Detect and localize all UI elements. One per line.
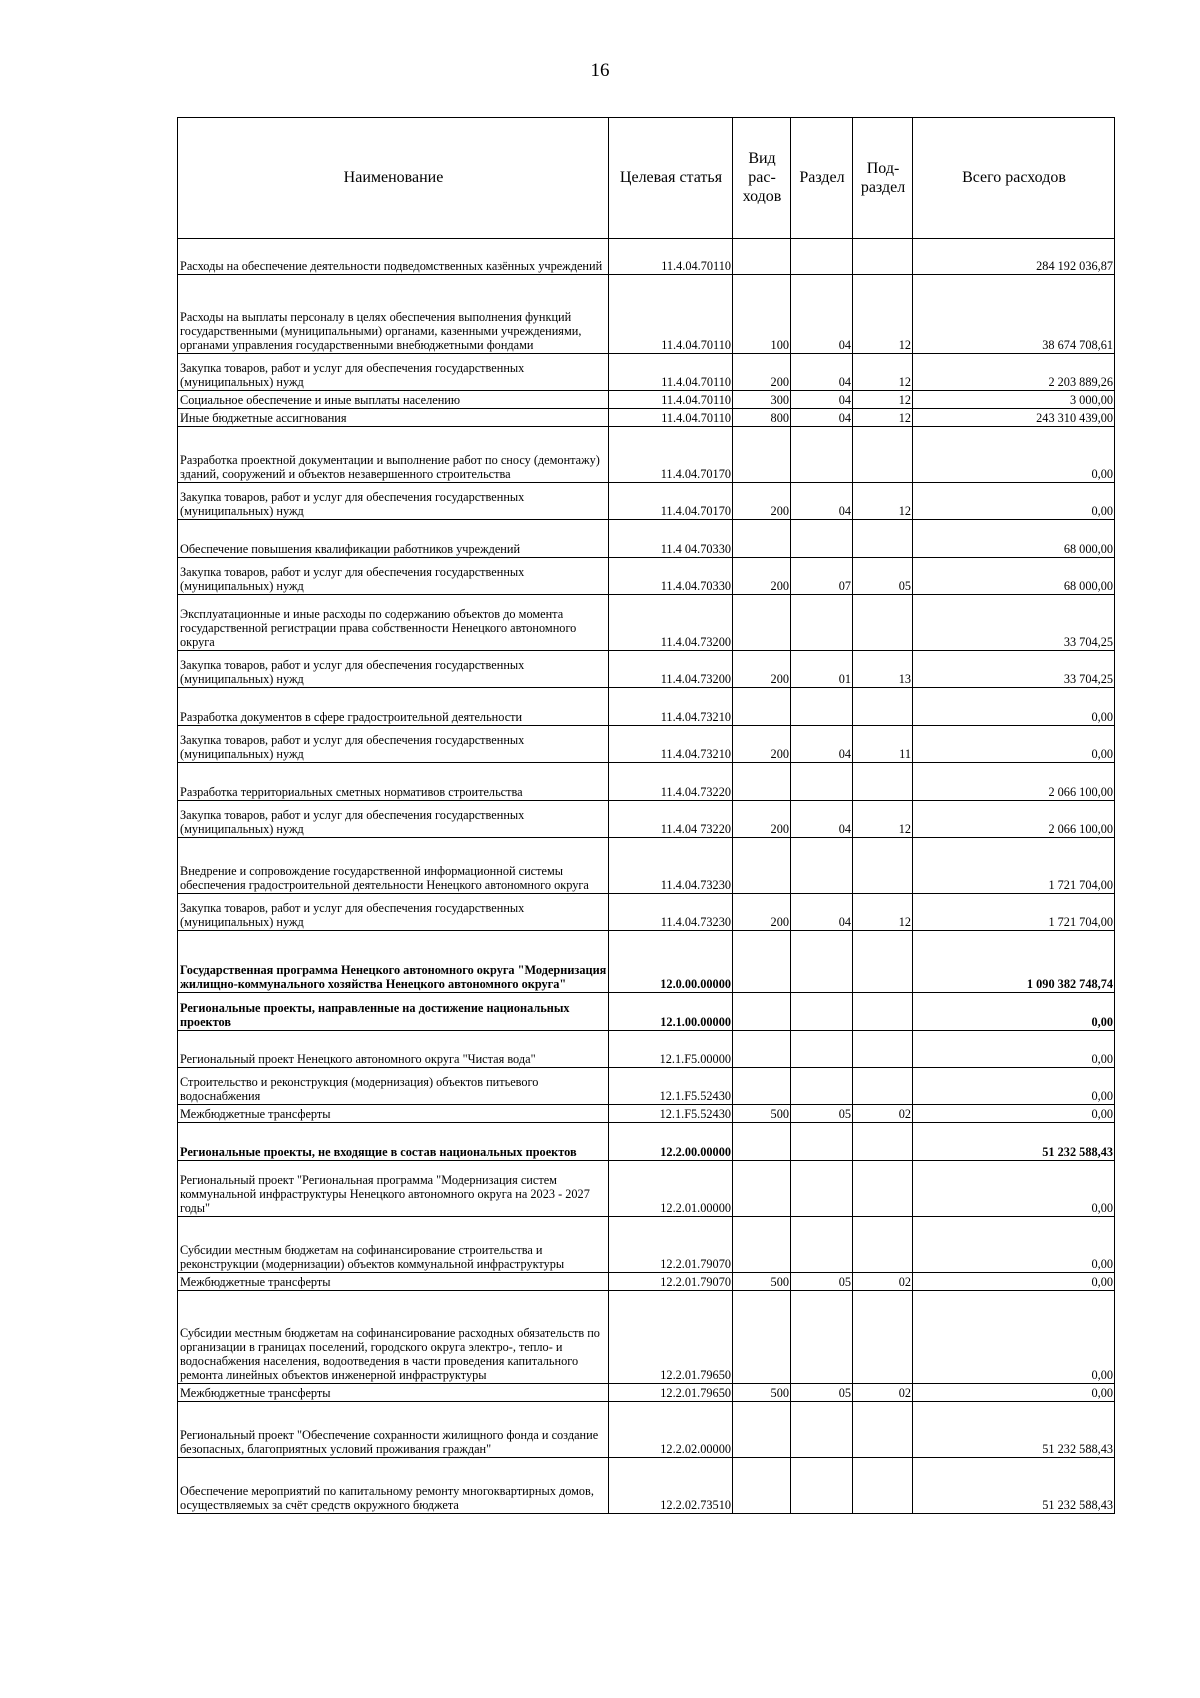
table-row <box>178 993 1115 1031</box>
row-total-cell: 0,00 <box>913 1161 1115 1217</box>
table-row <box>178 354 1115 391</box>
row-total-cell: 3 000,00 <box>913 391 1115 409</box>
row-total-cell: 38 674 708,61 <box>913 275 1115 354</box>
row-razdel-cell <box>791 1068 853 1105</box>
row-code-cell: 11.4.04.73210 <box>609 688 733 726</box>
row-total-cell: 0,00 <box>913 993 1115 1031</box>
row-code-cell: 12.2.01.00000 <box>609 1161 733 1217</box>
row-total-cell: 1 721 704,00 <box>913 894 1115 931</box>
table-row <box>178 520 1115 558</box>
table-row <box>178 391 1115 409</box>
row-total-cell: 0,00 <box>913 1105 1115 1123</box>
table-row <box>178 1031 1115 1068</box>
row-vid-cell <box>733 1217 791 1273</box>
row-code-cell: 11.4.04.70110 <box>609 354 733 391</box>
row-code-cell: 12.2.01.79650 <box>609 1291 733 1384</box>
row-vid-cell <box>733 427 791 483</box>
row-razdel-cell: 05 <box>791 1273 853 1291</box>
row-name-cell: Межбюджетные трансферты <box>178 1384 609 1402</box>
row-name-cell: Региональный проект "Обеспечение сохранности жилищного фонда и создание безопасных, благоприятных условий проживания граждан" <box>178 1402 609 1458</box>
row-razdel-cell <box>791 595 853 651</box>
table-row <box>178 409 1115 427</box>
row-vid-cell: 200 <box>733 726 791 763</box>
header-total: Всего расходов <box>913 118 1115 239</box>
row-podrazdel-cell <box>853 763 913 801</box>
row-code-cell: 12.1.F5.00000 <box>609 1031 733 1068</box>
row-vid-cell: 200 <box>733 894 791 931</box>
row-podrazdel-cell <box>853 1123 913 1161</box>
row-razdel-cell: 04 <box>791 275 853 354</box>
row-vid-cell: 500 <box>733 1105 791 1123</box>
row-code-cell: 11.4.04.73230 <box>609 838 733 894</box>
row-vid-cell <box>733 1291 791 1384</box>
row-razdel-cell: 04 <box>791 894 853 931</box>
row-podrazdel-cell <box>853 1161 913 1217</box>
table-row <box>178 1402 1115 1458</box>
row-razdel-cell <box>791 688 853 726</box>
table-row <box>178 1161 1115 1217</box>
row-name-cell: Закупка товаров, работ и услуг для обеспечения государственных (муниципальных) нужд <box>178 726 609 763</box>
row-total-cell: 0,00 <box>913 1031 1115 1068</box>
table-row <box>178 763 1115 801</box>
row-total-cell: 51 232 588,43 <box>913 1402 1115 1458</box>
table-row <box>178 651 1115 688</box>
table-row <box>178 726 1115 763</box>
header-row <box>178 118 1115 239</box>
row-razdel-cell <box>791 838 853 894</box>
row-code-cell: 11.4.04 73220 <box>609 801 733 838</box>
row-vid-cell: 800 <box>733 409 791 427</box>
row-razdel-cell <box>791 1458 853 1514</box>
table-row <box>178 1068 1115 1105</box>
row-podrazdel-cell: 02 <box>853 1273 913 1291</box>
row-name-cell: Межбюджетные трансферты <box>178 1273 609 1291</box>
row-podrazdel-cell <box>853 427 913 483</box>
row-vid-cell <box>733 239 791 275</box>
header-code: Целевая статья <box>609 118 733 239</box>
row-total-cell: 0,00 <box>913 483 1115 520</box>
header-name: Наименование <box>178 118 609 239</box>
row-vid-cell: 500 <box>733 1273 791 1291</box>
table-row <box>178 1273 1115 1291</box>
row-total-cell: 33 704,25 <box>913 651 1115 688</box>
row-razdel-cell: 04 <box>791 726 853 763</box>
row-podrazdel-cell <box>853 838 913 894</box>
row-vid-cell: 200 <box>733 483 791 520</box>
row-code-cell: 12.2.00.00000 <box>609 1123 733 1161</box>
row-podrazdel-cell: 12 <box>853 275 913 354</box>
row-vid-cell <box>733 595 791 651</box>
row-code-cell: 11.4.04.70330 <box>609 558 733 595</box>
row-total-cell: 51 232 588,43 <box>913 1123 1115 1161</box>
row-podrazdel-cell: 12 <box>853 354 913 391</box>
row-razdel-cell: 04 <box>791 801 853 838</box>
row-razdel-cell <box>791 427 853 483</box>
row-podrazdel-cell <box>853 595 913 651</box>
table-row <box>178 838 1115 894</box>
row-code-cell: 12.2.02.73510 <box>609 1458 733 1514</box>
row-podrazdel-cell <box>853 1402 913 1458</box>
row-vid-cell: 500 <box>733 1384 791 1402</box>
row-code-cell: 11.4.04.73230 <box>609 894 733 931</box>
row-name-cell: Обеспечение повышения квалификации работников учреждений <box>178 520 609 558</box>
table-row <box>178 275 1115 354</box>
row-code-cell: 12.2.01.79070 <box>609 1217 733 1273</box>
row-razdel-cell <box>791 1123 853 1161</box>
table-row <box>178 483 1115 520</box>
row-razdel-cell: 07 <box>791 558 853 595</box>
table-row <box>178 894 1115 931</box>
row-name-cell: Закупка товаров, работ и услуг для обеспечения государственных (муниципальных) нужд <box>178 354 609 391</box>
row-code-cell: 11.4.04.73200 <box>609 595 733 651</box>
row-razdel-cell: 04 <box>791 354 853 391</box>
row-code-cell: 12.2.01.79070 <box>609 1273 733 1291</box>
row-vid-cell: 300 <box>733 391 791 409</box>
row-code-cell: 11.4.04.70110 <box>609 275 733 354</box>
row-total-cell: 0,00 <box>913 1291 1115 1384</box>
row-vid-cell: 200 <box>733 558 791 595</box>
row-name-cell: Расходы на выплаты персоналу в целях обеспечения выполнения функций государственными (муниципальными) органами, казенными учреждениями, органами управления государственными внебюджетными фондами <box>178 275 609 354</box>
row-code-cell: 11.4.04.73220 <box>609 763 733 801</box>
table-row <box>178 1123 1115 1161</box>
row-name-cell: Региональный проект Ненецкого автономного округа "Чистая вода" <box>178 1031 609 1068</box>
row-vid-cell: 200 <box>733 651 791 688</box>
row-podrazdel-cell <box>853 520 913 558</box>
row-podrazdel-cell <box>853 931 913 993</box>
row-code-cell: 11.4 04.70330 <box>609 520 733 558</box>
row-razdel-cell: 04 <box>791 391 853 409</box>
row-total-cell: 0,00 <box>913 1068 1115 1105</box>
row-name-cell: Расходы на обеспечение деятельности подведомственных казённых учреждений <box>178 239 609 275</box>
table-row <box>178 1458 1115 1514</box>
row-total-cell: 68 000,00 <box>913 558 1115 595</box>
row-total-cell: 0,00 <box>913 1273 1115 1291</box>
row-vid-cell <box>733 688 791 726</box>
row-code-cell: 11.4.04.73200 <box>609 651 733 688</box>
row-name-cell: Межбюджетные трансферты <box>178 1105 609 1123</box>
row-podrazdel-cell: 12 <box>853 894 913 931</box>
row-code-cell: 11.4.04.70110 <box>609 391 733 409</box>
row-code-cell: 12.2.01.79650 <box>609 1384 733 1402</box>
row-code-cell: 12.2.02.00000 <box>609 1402 733 1458</box>
row-total-cell: 68 000,00 <box>913 520 1115 558</box>
table-body <box>178 239 1115 1514</box>
row-code-cell: 12.1.F5.52430 <box>609 1105 733 1123</box>
row-name-cell: Эксплуатационные и иные расходы по содержанию объектов до момента государственной регистрации права собственности Ненецкого автономного округа <box>178 595 609 651</box>
row-vid-cell: 100 <box>733 275 791 354</box>
table-row <box>178 801 1115 838</box>
row-vid-cell: 200 <box>733 354 791 391</box>
row-name-cell: Закупка товаров, работ и услуг для обеспечения государственных (муниципальных) нужд <box>178 483 609 520</box>
row-total-cell: 0,00 <box>913 1217 1115 1273</box>
row-razdel-cell: 05 <box>791 1105 853 1123</box>
row-name-cell: Субсидии местным бюджетам на софинансирование расходных обязательств по организации в границах поселений, городского округа электро-, тепло- и водоснабжения населения, водоотведения в части проведения капитального ремонта линейных объектов инженерной инфраструктуры <box>178 1291 609 1384</box>
row-podrazdel-cell <box>853 1217 913 1273</box>
row-name-cell: Региональные проекты, не входящие в состав национальных проектов <box>178 1123 609 1161</box>
row-podrazdel-cell <box>853 1291 913 1384</box>
row-vid-cell <box>733 1458 791 1514</box>
row-podrazdel-cell: 11 <box>853 726 913 763</box>
row-razdel-cell <box>791 1161 853 1217</box>
table-row <box>178 931 1115 993</box>
row-vid-cell <box>733 838 791 894</box>
header-podrazdel: Под-раздел <box>853 118 913 239</box>
table-row <box>178 427 1115 483</box>
row-code-cell: 12.1.00.00000 <box>609 993 733 1031</box>
row-vid-cell <box>733 1123 791 1161</box>
row-razdel-cell <box>791 993 853 1031</box>
table-row <box>178 1105 1115 1123</box>
row-razdel-cell <box>791 239 853 275</box>
row-razdel-cell <box>791 1402 853 1458</box>
row-podrazdel-cell: 05 <box>853 558 913 595</box>
row-razdel-cell <box>791 763 853 801</box>
row-total-cell: 0,00 <box>913 427 1115 483</box>
row-podrazdel-cell: 12 <box>853 409 913 427</box>
row-vid-cell <box>733 1068 791 1105</box>
header-vid: Вид рас-ходов <box>733 118 791 239</box>
row-total-cell: 284 192 036,87 <box>913 239 1115 275</box>
row-total-cell: 2 066 100,00 <box>913 763 1115 801</box>
row-name-cell: Разработка территориальных сметных нормативов строительства <box>178 763 609 801</box>
row-code-cell: 11.4.04.70110 <box>609 409 733 427</box>
row-podrazdel-cell <box>853 993 913 1031</box>
row-razdel-cell <box>791 1031 853 1068</box>
row-name-cell: Обеспечение мероприятий по капитальному ремонту многоквартирных домов, осуществляемых за счёт средств окружного бюджета <box>178 1458 609 1514</box>
row-name-cell: Государственная программа Ненецкого автономного округа "Модернизация жилищно-коммунального хозяйства Ненецкого автономного округа" <box>178 931 609 993</box>
row-name-cell: Закупка товаров, работ и услуг для обеспечения государственных (муниципальных) нужд <box>178 801 609 838</box>
row-code-cell: 11.4.04.70170 <box>609 427 733 483</box>
table-row <box>178 1217 1115 1273</box>
row-total-cell: 1 721 704,00 <box>913 838 1115 894</box>
row-name-cell: Строительство и реконструкция (модернизация) объектов питьевого водоснабжения <box>178 1068 609 1105</box>
row-vid-cell <box>733 1031 791 1068</box>
row-code-cell: 11.4.04.70110 <box>609 239 733 275</box>
row-name-cell: Разработка документов в сфере градостроительной деятельности <box>178 688 609 726</box>
row-total-cell: 0,00 <box>913 726 1115 763</box>
row-podrazdel-cell <box>853 688 913 726</box>
row-total-cell: 1 090 382 748,74 <box>913 931 1115 993</box>
row-code-cell: 11.4.04.73210 <box>609 726 733 763</box>
row-name-cell: Закупка товаров, работ и услуг для обеспечения государственных (муниципальных) нужд <box>178 558 609 595</box>
row-code-cell: 12.0.00.00000 <box>609 931 733 993</box>
row-vid-cell <box>733 1402 791 1458</box>
row-podrazdel-cell: 12 <box>853 483 913 520</box>
row-podrazdel-cell <box>853 239 913 275</box>
row-podrazdel-cell <box>853 1458 913 1514</box>
row-total-cell: 2 203 889,26 <box>913 354 1115 391</box>
row-podrazdel-cell: 13 <box>853 651 913 688</box>
row-total-cell: 51 232 588,43 <box>913 1458 1115 1514</box>
row-name-cell: Социальное обеспечение и иные выплаты населению <box>178 391 609 409</box>
row-podrazdel-cell: 12 <box>853 391 913 409</box>
row-name-cell: Региональный проект "Региональная программа "Модернизация систем коммунальной инфраструктуры Ненецкого автономного округа на 2023 - 2027 годы" <box>178 1161 609 1217</box>
page-number: 16 <box>590 60 610 81</box>
row-razdel-cell: 01 <box>791 651 853 688</box>
table-row <box>178 239 1115 275</box>
row-name-cell: Закупка товаров, работ и услуг для обеспечения государственных (муниципальных) нужд <box>178 651 609 688</box>
header-razdel: Раздел <box>791 118 853 239</box>
row-razdel-cell <box>791 1217 853 1273</box>
table-row <box>178 688 1115 726</box>
row-razdel-cell <box>791 931 853 993</box>
table-row <box>178 1291 1115 1384</box>
row-razdel-cell: 05 <box>791 1384 853 1402</box>
row-name-cell: Субсидии местным бюджетам на софинансирование строительства и реконструкции (модернизации) объектов коммунальной инфраструктуры <box>178 1217 609 1273</box>
row-podrazdel-cell <box>853 1068 913 1105</box>
row-podrazdel-cell: 12 <box>853 801 913 838</box>
row-vid-cell: 200 <box>733 801 791 838</box>
row-total-cell: 33 704,25 <box>913 595 1115 651</box>
row-name-cell: Иные бюджетные ассигнования <box>178 409 609 427</box>
row-razdel-cell: 04 <box>791 483 853 520</box>
row-vid-cell <box>733 993 791 1031</box>
row-name-cell: Закупка товаров, работ и услуг для обеспечения государственных (муниципальных) нужд <box>178 894 609 931</box>
row-vid-cell <box>733 520 791 558</box>
row-razdel-cell: 04 <box>791 409 853 427</box>
row-total-cell: 243 310 439,00 <box>913 409 1115 427</box>
row-total-cell: 0,00 <box>913 1384 1115 1402</box>
row-name-cell: Разработка проектной документации и выполнение работ по сносу (демонтажу) зданий, сооружений и объектов незавершенного строительства <box>178 427 609 483</box>
table-row <box>178 558 1115 595</box>
row-name-cell: Внедрение и сопровождение государственной информационной системы обеспечения градостроительной деятельности Ненецкого автономного округа <box>178 838 609 894</box>
budget-table <box>177 117 1115 1514</box>
table-row <box>178 1384 1115 1402</box>
row-vid-cell <box>733 763 791 801</box>
row-podrazdel-cell <box>853 1031 913 1068</box>
row-podrazdel-cell: 02 <box>853 1105 913 1123</box>
row-vid-cell <box>733 1161 791 1217</box>
row-code-cell: 11.4.04.70170 <box>609 483 733 520</box>
row-razdel-cell <box>791 520 853 558</box>
table-row <box>178 595 1115 651</box>
row-vid-cell <box>733 931 791 993</box>
row-podrazdel-cell: 02 <box>853 1384 913 1402</box>
row-total-cell: 2 066 100,00 <box>913 801 1115 838</box>
row-razdel-cell <box>791 1291 853 1384</box>
row-code-cell: 12.1.F5.52430 <box>609 1068 733 1105</box>
row-name-cell: Региональные проекты, направленные на достижение национальных проектов <box>178 993 609 1031</box>
row-total-cell: 0,00 <box>913 688 1115 726</box>
